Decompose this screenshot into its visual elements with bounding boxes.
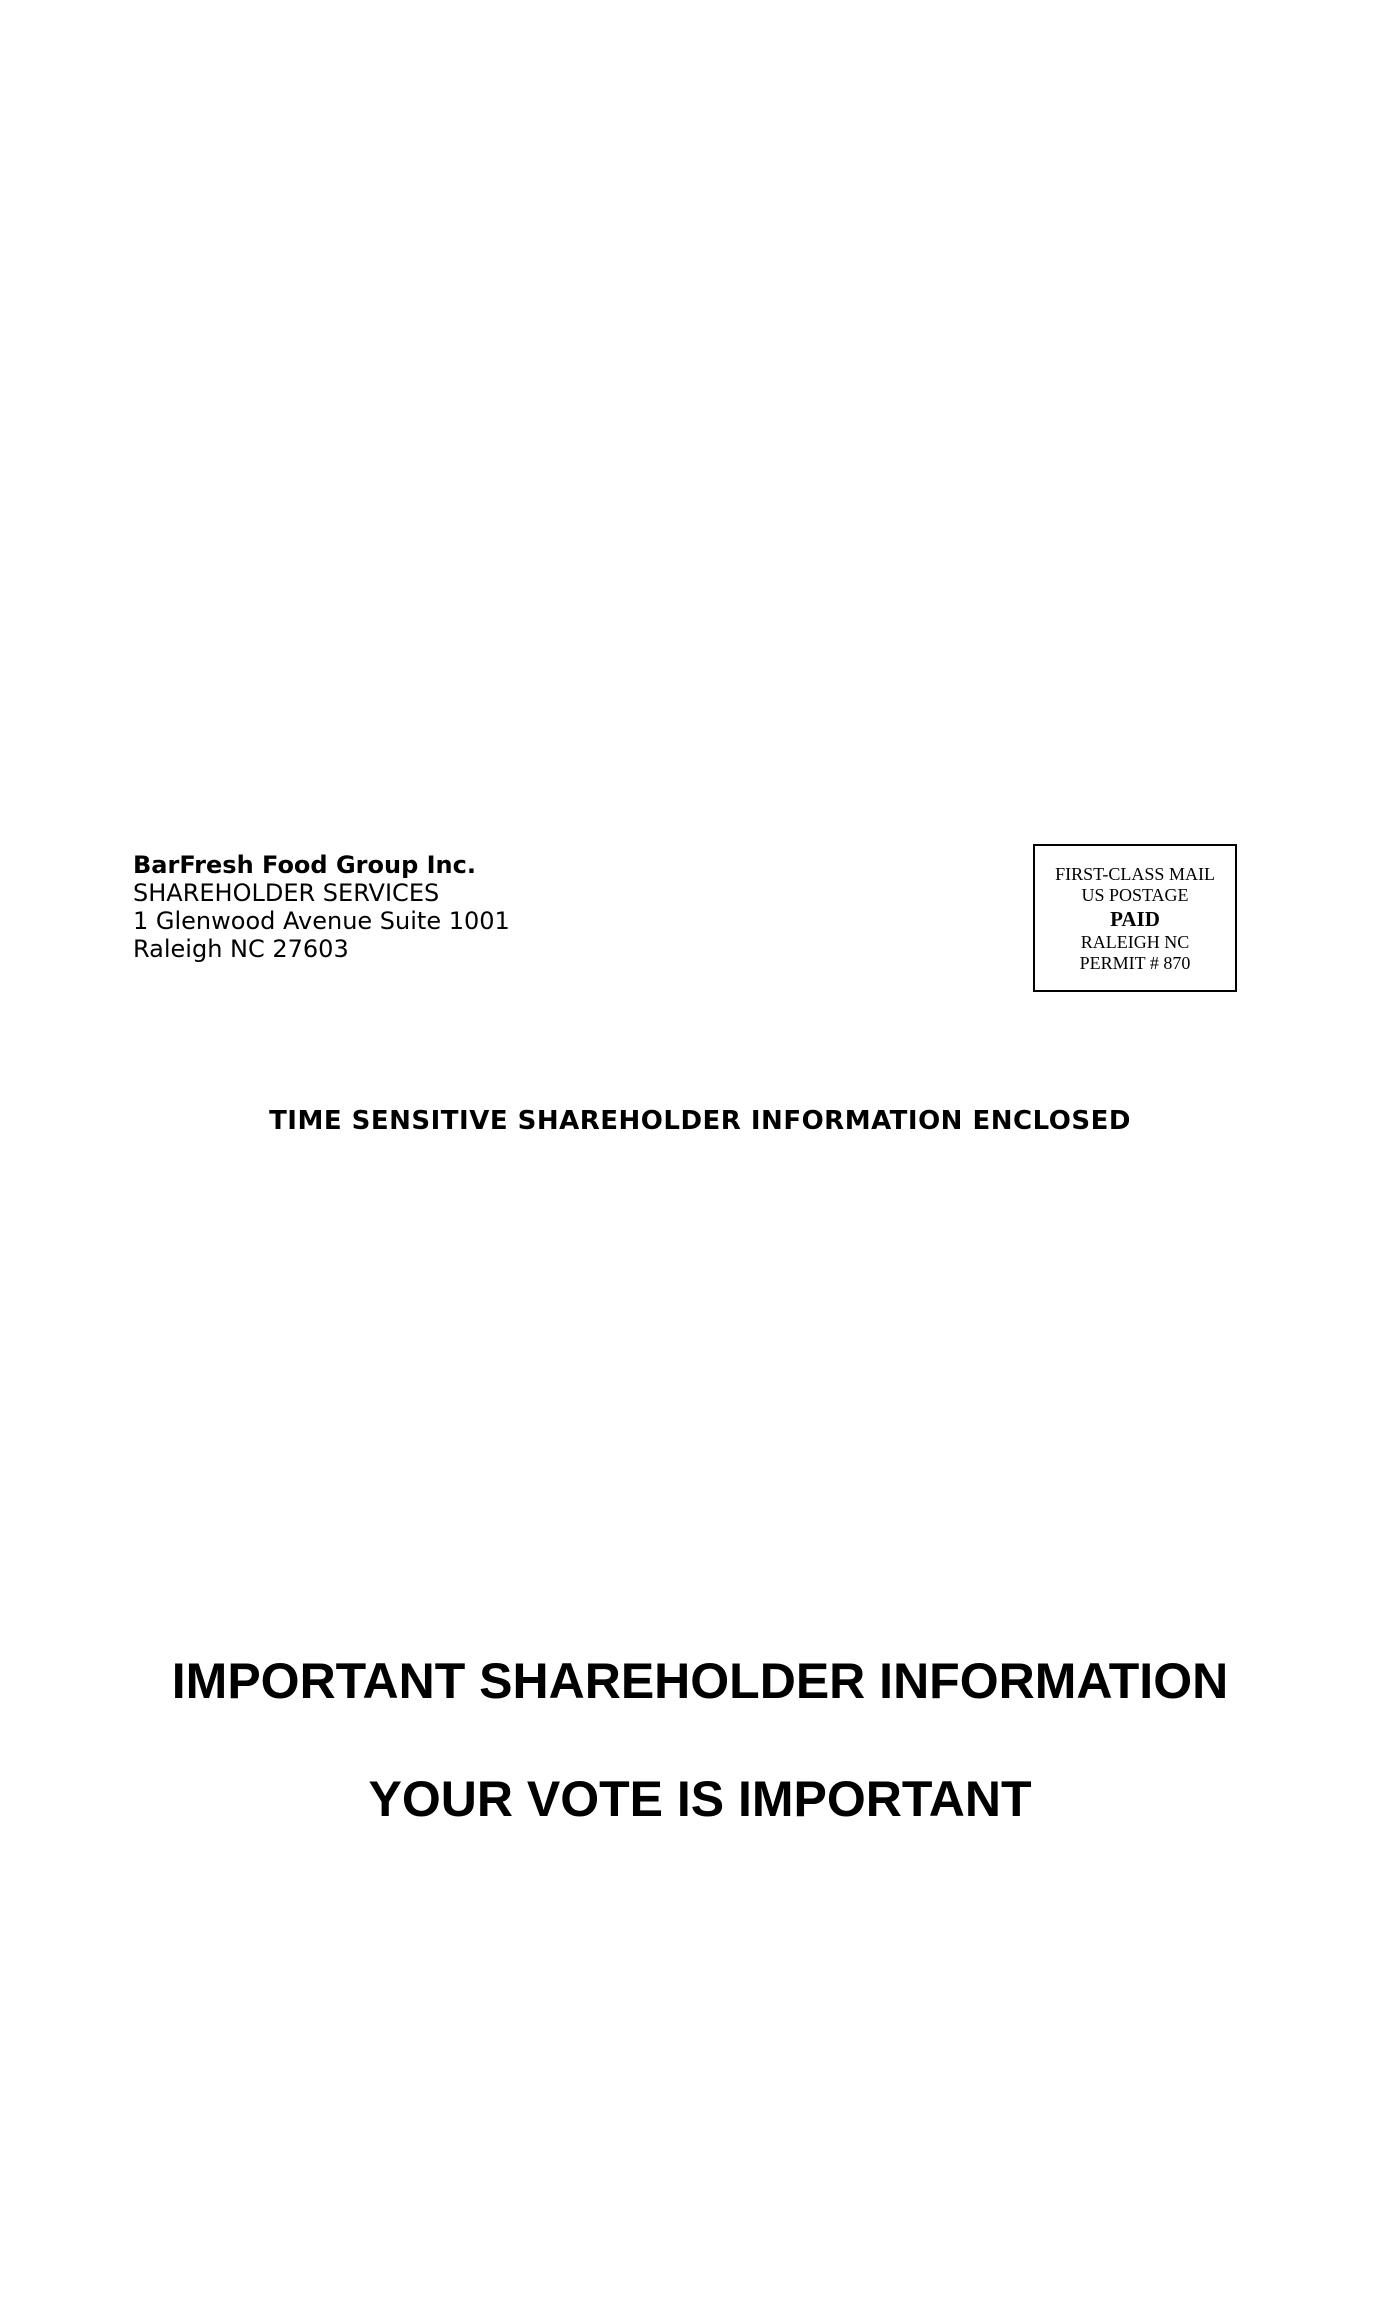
company-name: BarFresh Food Group Inc. (133, 851, 476, 879)
postage-indicia (1033, 844, 1237, 992)
department-name: SHAREHOLDER SERVICES (133, 879, 440, 907)
return-address (133, 851, 510, 963)
postage-class: FIRST-CLASS MAIL (1055, 864, 1215, 884)
postage-location: RALEIGH NC (1080, 932, 1190, 952)
city-state-zip: Raleigh NC 27603 (133, 935, 349, 963)
time-sensitive-notice: TIME SENSITIVE SHAREHOLDER INFORMATION ENCLOSED (269, 1106, 1131, 1136)
headline-vote-important: YOUR VOTE IS IMPORTANT (368, 1771, 1032, 1827)
postage-paid: PAID (1110, 907, 1160, 931)
postage-label: US POSTAGE (1081, 885, 1189, 905)
postage-permit: PERMIT # 870 (1079, 953, 1191, 973)
street-address: 1 Glenwood Avenue Suite 1001 (133, 907, 510, 935)
headline-important-information: IMPORTANT SHAREHOLDER INFORMATION (171, 1653, 1229, 1709)
